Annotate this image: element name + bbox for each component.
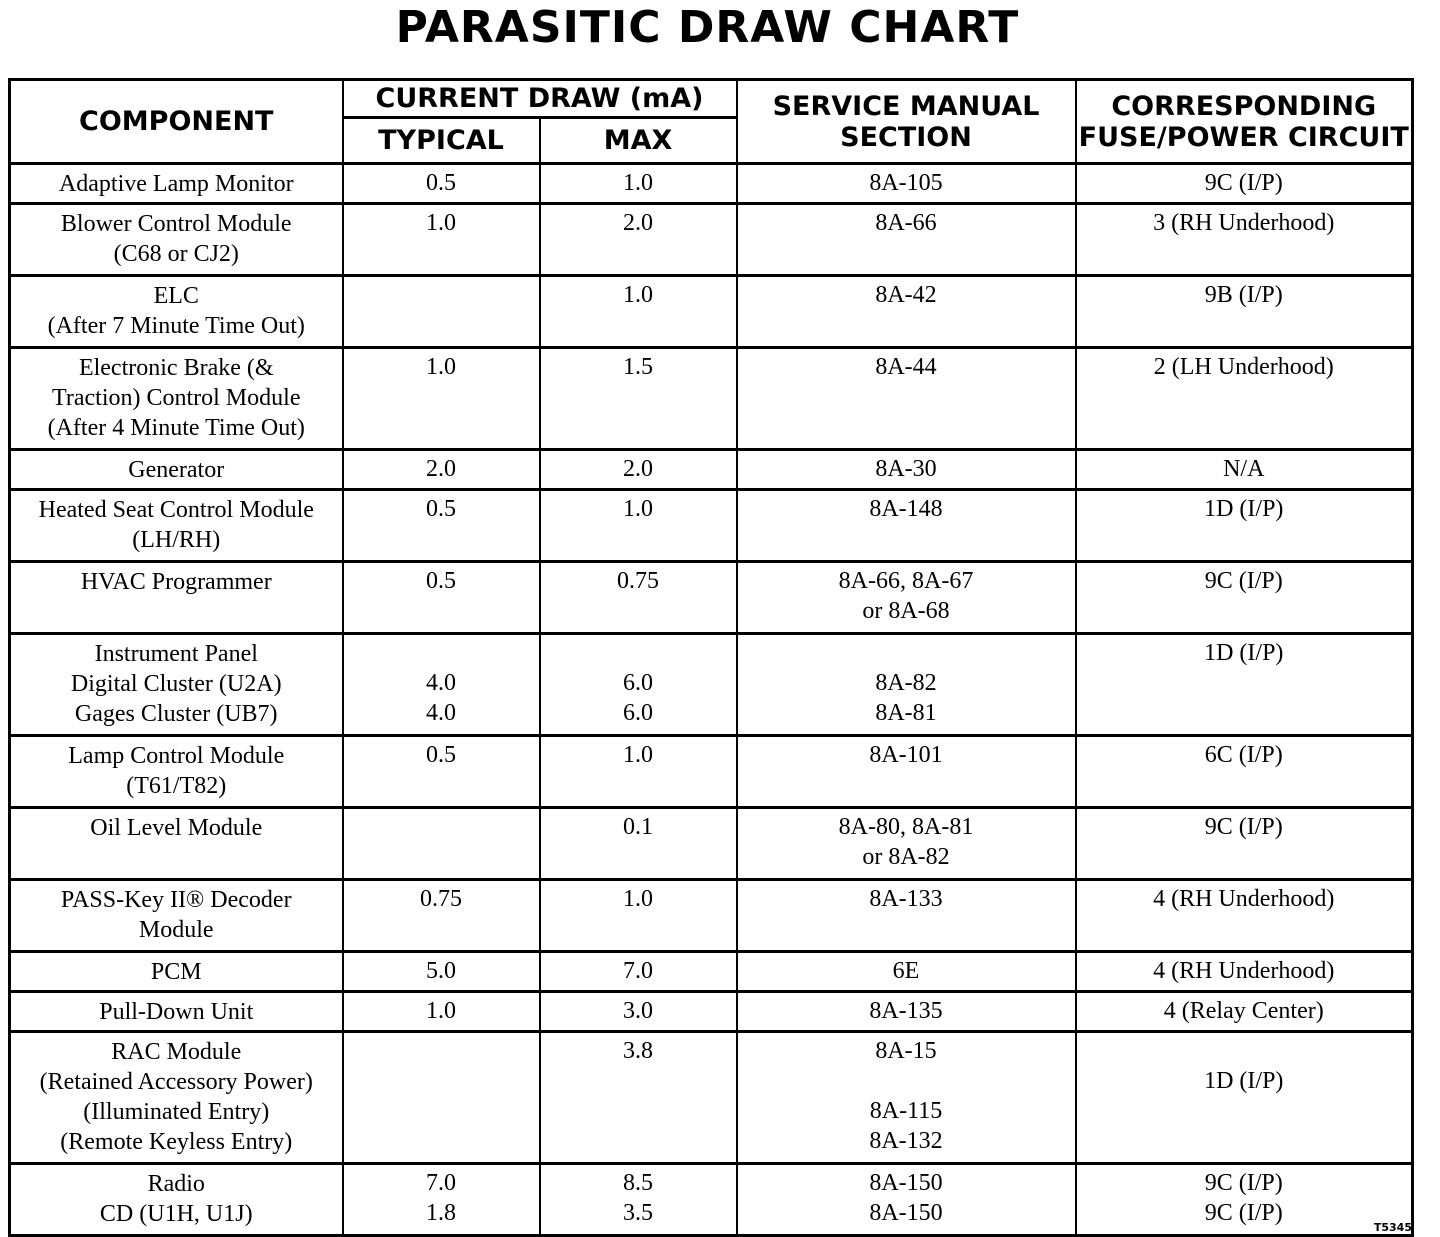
cell-line: (C68 or CJ2) bbox=[113, 241, 239, 267]
component-cell bbox=[10, 880, 343, 952]
cell-line: Oil Level Module bbox=[90, 815, 263, 841]
cell-line: Radio bbox=[147, 1171, 205, 1197]
max-cell bbox=[540, 1164, 737, 1236]
table-row bbox=[10, 992, 1413, 1032]
table-row bbox=[10, 808, 1413, 880]
max-cell bbox=[540, 450, 737, 490]
cell-line: 1.0 bbox=[426, 210, 456, 236]
cell-line: 2.0 bbox=[623, 210, 653, 236]
max-cell bbox=[540, 164, 737, 204]
cell-line: 8A-148 bbox=[869, 496, 943, 522]
fuse-cell bbox=[1076, 992, 1413, 1032]
cell-line: 8A-115 bbox=[869, 1098, 943, 1124]
header-typical: TYPICAL bbox=[343, 118, 540, 164]
cell-line: (Illuminated Entry) bbox=[83, 1099, 270, 1125]
component-cell bbox=[10, 808, 343, 880]
fuse-cell bbox=[1076, 634, 1413, 736]
typical-cell bbox=[343, 450, 540, 490]
section-cell bbox=[737, 992, 1076, 1032]
header-current-draw: CURRENT DRAW (mA) bbox=[343, 80, 737, 118]
table-row bbox=[10, 204, 1413, 276]
cell-line: Module bbox=[138, 917, 214, 943]
cell-line: 0.1 bbox=[623, 814, 653, 840]
header-fuse-power-circuit bbox=[1076, 80, 1413, 164]
cell-line: CD (U1H, U1J) bbox=[99, 1201, 253, 1227]
cell-line: 8A-44 bbox=[875, 354, 937, 380]
table-row bbox=[10, 276, 1413, 348]
section-cell bbox=[737, 736, 1076, 808]
cell-line bbox=[541, 638, 736, 668]
fuse-cell bbox=[1076, 348, 1413, 450]
cell-line: 9C (I/P) bbox=[1204, 814, 1283, 840]
section-cell bbox=[737, 276, 1076, 348]
table-row bbox=[10, 736, 1413, 808]
cell-line: Lamp Control Module bbox=[68, 743, 285, 769]
max-cell bbox=[540, 880, 737, 952]
section-cell bbox=[737, 450, 1076, 490]
fuse-cell bbox=[1076, 952, 1413, 992]
typical-cell bbox=[343, 1164, 540, 1236]
component-cell bbox=[10, 992, 343, 1032]
section-cell bbox=[737, 490, 1076, 562]
cell-line: 6.0 bbox=[623, 700, 653, 726]
cell-line: 0.75 bbox=[420, 886, 462, 912]
cell-line: (Remote Keyless Entry) bbox=[60, 1129, 293, 1155]
cell-line: Pull-Down Unit bbox=[99, 999, 254, 1025]
table-body bbox=[10, 164, 1413, 1236]
table-row bbox=[10, 1032, 1413, 1164]
cell-line: 8A-66, 8A-67 bbox=[838, 568, 974, 594]
cell-line: 9B (I/P) bbox=[1204, 282, 1283, 308]
cell-line: 2.0 bbox=[623, 456, 653, 482]
cell-line: HVAC Programmer bbox=[80, 569, 272, 595]
component-cell bbox=[10, 490, 343, 562]
cell-line: (After 4 Minute Time Out) bbox=[47, 415, 305, 441]
cell-line: 3 (RH Underhood) bbox=[1153, 210, 1335, 236]
component-cell bbox=[10, 1164, 343, 1236]
cell-line: (T61/T82) bbox=[126, 773, 227, 799]
cell-line: 2 (LH Underhood) bbox=[1153, 354, 1334, 380]
max-cell bbox=[540, 562, 737, 634]
cell-line: 8A-30 bbox=[875, 456, 937, 482]
table-row bbox=[10, 164, 1413, 204]
max-cell bbox=[540, 490, 737, 562]
component-cell bbox=[10, 204, 343, 276]
cell-line: 9C (I/P) bbox=[1204, 1200, 1283, 1226]
fuse-cell bbox=[1076, 450, 1413, 490]
header-service-manual-line2: SECTION bbox=[840, 121, 972, 153]
cell-line: 1D (I/P) bbox=[1204, 496, 1284, 522]
cell-line: 8A-81 bbox=[875, 700, 937, 726]
cell-line: 1.0 bbox=[623, 886, 653, 912]
fuse-cell bbox=[1076, 562, 1413, 634]
cell-line: 1D (I/P) bbox=[1204, 640, 1284, 666]
typical-cell bbox=[343, 348, 540, 450]
cell-line: 4 (Relay Center) bbox=[1163, 998, 1324, 1024]
cell-line: 9C (I/P) bbox=[1204, 170, 1283, 196]
section-cell bbox=[737, 808, 1076, 880]
table-row bbox=[10, 562, 1413, 634]
cell-line: (LH/RH) bbox=[132, 527, 221, 553]
cell-line: 6.0 bbox=[623, 670, 653, 696]
cell-line: 8A-150 bbox=[869, 1200, 943, 1226]
fuse-cell bbox=[1076, 736, 1413, 808]
cell-line: 9C (I/P) bbox=[1204, 568, 1283, 594]
cell-line: 8A-132 bbox=[869, 1128, 943, 1154]
component-cell bbox=[10, 450, 343, 490]
component-cell bbox=[10, 952, 343, 992]
max-cell bbox=[540, 1032, 737, 1164]
header-service-manual-line1: SERVICE MANUAL bbox=[772, 90, 1040, 122]
max-cell bbox=[540, 634, 737, 736]
cell-line: 8A-42 bbox=[875, 282, 937, 308]
typical-cell bbox=[343, 952, 540, 992]
cell-line: 6C (I/P) bbox=[1204, 742, 1283, 768]
table-row bbox=[10, 634, 1413, 736]
cell-line: 8A-82 bbox=[875, 670, 937, 696]
cell-line: Traction) Control Module bbox=[52, 385, 301, 411]
typical-cell bbox=[343, 808, 540, 880]
cell-line: or 8A-82 bbox=[862, 844, 950, 870]
table-row bbox=[10, 1164, 1413, 1236]
cell-line: Electronic Brake (& bbox=[78, 355, 274, 381]
header-max: MAX bbox=[540, 118, 737, 164]
section-cell bbox=[737, 204, 1076, 276]
cell-line: 1.0 bbox=[426, 998, 456, 1024]
component-cell bbox=[10, 348, 343, 450]
max-cell bbox=[540, 204, 737, 276]
fuse-cell bbox=[1076, 1164, 1413, 1236]
fuse-cell bbox=[1076, 164, 1413, 204]
section-cell bbox=[737, 952, 1076, 992]
cell-line: ELC bbox=[153, 283, 199, 309]
fuse-cell bbox=[1076, 276, 1413, 348]
typical-cell bbox=[343, 1032, 540, 1164]
component-cell bbox=[10, 276, 343, 348]
cell-line: or 8A-68 bbox=[862, 598, 950, 624]
fuse-cell bbox=[1076, 808, 1413, 880]
max-cell bbox=[540, 952, 737, 992]
cell-line: Gages Cluster (UB7) bbox=[74, 701, 278, 727]
cell-line: 9C (I/P) bbox=[1204, 1170, 1283, 1196]
cell-line: 8A-150 bbox=[869, 1170, 943, 1196]
section-cell bbox=[737, 880, 1076, 952]
cell-line: 1D (I/P) bbox=[1204, 1068, 1284, 1094]
cell-line: 4 (RH Underhood) bbox=[1153, 958, 1335, 984]
section-cell bbox=[737, 562, 1076, 634]
cell-line: Adaptive Lamp Monitor bbox=[58, 171, 294, 197]
cell-line: 5.0 bbox=[426, 958, 456, 984]
cell-line: 8A-135 bbox=[869, 998, 943, 1024]
component-cell bbox=[10, 736, 343, 808]
cell-line: Heated Seat Control Module bbox=[38, 497, 314, 523]
fuse-cell bbox=[1076, 1032, 1413, 1164]
component-cell bbox=[10, 562, 343, 634]
cell-line: 8.5 bbox=[623, 1170, 653, 1196]
max-cell bbox=[540, 348, 737, 450]
component-cell bbox=[10, 634, 343, 736]
fuse-cell bbox=[1076, 490, 1413, 562]
fuse-cell bbox=[1076, 880, 1413, 952]
typical-cell bbox=[343, 634, 540, 736]
cell-line: 8A-80, 8A-81 bbox=[838, 814, 974, 840]
figure-id: T5345 bbox=[1373, 1221, 1412, 1234]
cell-line: 1.8 bbox=[426, 1200, 456, 1226]
table-row bbox=[10, 490, 1413, 562]
header-fuse-line2: FUSE/POWER CIRCUIT bbox=[1078, 121, 1409, 153]
table-header bbox=[10, 80, 1413, 164]
cell-line: 1.0 bbox=[623, 496, 653, 522]
table-row bbox=[10, 450, 1413, 490]
cell-line: 0.5 bbox=[426, 568, 456, 594]
cell-line: 1.0 bbox=[623, 282, 653, 308]
max-cell bbox=[540, 276, 737, 348]
cell-line: 1.0 bbox=[623, 742, 653, 768]
cell-line bbox=[344, 638, 539, 668]
max-cell bbox=[540, 808, 737, 880]
cell-line: 8A-101 bbox=[869, 742, 943, 768]
cell-line bbox=[738, 638, 1075, 668]
cell-line: (After 7 Minute Time Out) bbox=[47, 313, 305, 339]
chart-title: PARASITIC DRAW CHART bbox=[395, 2, 1020, 53]
table-row bbox=[10, 880, 1413, 952]
header-fuse-line1: CORRESPONDING bbox=[1111, 90, 1377, 122]
typical-cell bbox=[343, 276, 540, 348]
typical-cell bbox=[343, 736, 540, 808]
header-service-manual-section bbox=[737, 80, 1076, 164]
cell-line: Instrument Panel bbox=[94, 641, 258, 667]
cell-line: 8A-105 bbox=[869, 170, 943, 196]
cell-line: 0.5 bbox=[426, 496, 456, 522]
cell-line: 3.0 bbox=[623, 998, 653, 1024]
cell-line bbox=[1077, 1036, 1412, 1066]
table-row bbox=[10, 348, 1413, 450]
table-row bbox=[10, 952, 1413, 992]
cell-line: 6E bbox=[892, 958, 920, 984]
cell-line: 3.8 bbox=[623, 1038, 653, 1064]
cell-line: 8A-133 bbox=[869, 886, 943, 912]
cell-line: 1.5 bbox=[623, 354, 653, 380]
parasitic-draw-table bbox=[8, 78, 1414, 1237]
typical-cell bbox=[343, 164, 540, 204]
cell-line: 4 (RH Underhood) bbox=[1153, 886, 1335, 912]
cell-line: 1.0 bbox=[426, 354, 456, 380]
cell-line: 3.5 bbox=[623, 1200, 653, 1226]
cell-line: 7.0 bbox=[426, 1170, 456, 1196]
section-cell bbox=[737, 348, 1076, 450]
cell-line: 7.0 bbox=[623, 958, 653, 984]
cell-line bbox=[738, 1066, 1075, 1096]
typical-cell bbox=[343, 992, 540, 1032]
cell-line: 0.75 bbox=[617, 568, 659, 594]
header-component: COMPONENT bbox=[10, 80, 343, 164]
cell-line: 0.5 bbox=[426, 742, 456, 768]
section-cell bbox=[737, 164, 1076, 204]
typical-cell bbox=[343, 204, 540, 276]
cell-line: 2.0 bbox=[426, 456, 456, 482]
fuse-cell bbox=[1076, 204, 1413, 276]
typical-cell bbox=[343, 880, 540, 952]
typical-cell bbox=[343, 490, 540, 562]
cell-line: Generator bbox=[128, 457, 225, 483]
cell-line: PCM bbox=[150, 959, 202, 985]
component-cell bbox=[10, 1032, 343, 1164]
cell-line: 4.0 bbox=[426, 670, 456, 696]
section-cell bbox=[737, 1032, 1076, 1164]
cell-line: (Retained Accessory Power) bbox=[39, 1069, 313, 1095]
max-cell bbox=[540, 736, 737, 808]
cell-line: N/A bbox=[1223, 456, 1265, 482]
section-cell bbox=[737, 1164, 1076, 1236]
cell-line: PASS-Key II® Decoder bbox=[60, 887, 292, 913]
cell-line: 0.5 bbox=[426, 170, 456, 196]
component-cell bbox=[10, 164, 343, 204]
cell-line: 8A-66 bbox=[875, 210, 937, 236]
cell-line: 1.0 bbox=[623, 170, 653, 196]
cell-line: 8A-15 bbox=[875, 1038, 937, 1064]
cell-line: 4.0 bbox=[426, 700, 456, 726]
typical-cell bbox=[343, 562, 540, 634]
section-cell bbox=[737, 634, 1076, 736]
max-cell bbox=[540, 992, 737, 1032]
cell-line: RAC Module bbox=[111, 1039, 242, 1065]
cell-line: Digital Cluster (U2A) bbox=[70, 671, 282, 697]
cell-line: Blower Control Module bbox=[60, 211, 292, 237]
